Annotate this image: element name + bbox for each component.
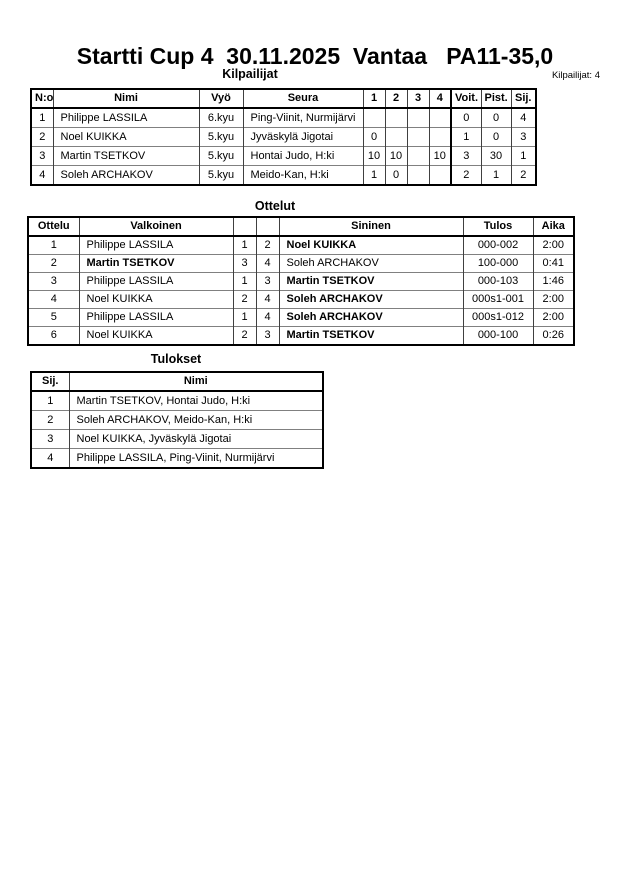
blue-player-number: 2 bbox=[256, 236, 279, 255]
competitor-place: 3 bbox=[511, 128, 536, 147]
result-place: 2 bbox=[31, 411, 69, 430]
competitor-place: 2 bbox=[511, 166, 536, 186]
competitor-place: 1 bbox=[511, 147, 536, 166]
col-header-round-2: 2 bbox=[385, 89, 407, 108]
match-row bbox=[28, 327, 574, 346]
round-score-3 bbox=[407, 147, 429, 166]
white-player-name: Noel KUIKKA bbox=[79, 327, 233, 346]
round-score-4 bbox=[429, 128, 451, 147]
round-score-2: 0 bbox=[385, 166, 407, 186]
blue-player-number: 4 bbox=[256, 309, 279, 327]
col-header-place: Sij. bbox=[31, 372, 69, 391]
competitor-row bbox=[31, 128, 536, 147]
col-header-points: Pist. bbox=[481, 89, 511, 108]
col-header-result: Tulos bbox=[463, 217, 533, 236]
competitor-points: 0 bbox=[481, 108, 511, 128]
blue-player-number: 3 bbox=[256, 273, 279, 291]
competitor-row bbox=[31, 108, 536, 128]
competitor-name: Martin TSETKOV bbox=[53, 147, 199, 166]
blue-player-number: 4 bbox=[256, 291, 279, 309]
col-header-blue-no bbox=[256, 217, 279, 236]
blue-player-number: 4 bbox=[256, 255, 279, 273]
col-header-belt: Vyö bbox=[199, 89, 243, 108]
match-result: 000-002 bbox=[463, 236, 533, 255]
competitor-belt: 6.kyu bbox=[199, 108, 243, 128]
result-place: 3 bbox=[31, 430, 69, 449]
round-score-2 bbox=[385, 128, 407, 147]
result-place: 1 bbox=[31, 391, 69, 411]
col-header-name: Nimi bbox=[53, 89, 199, 108]
round-score-1 bbox=[363, 108, 385, 128]
competitors-table bbox=[30, 88, 537, 186]
match-row bbox=[28, 309, 574, 327]
match-time: 2:00 bbox=[533, 309, 574, 327]
white-player-name: Martin TSETKOV bbox=[79, 255, 233, 273]
competitor-name: Noel KUIKKA bbox=[53, 128, 199, 147]
match-row bbox=[28, 236, 574, 255]
result-row bbox=[31, 449, 323, 469]
round-score-2: 10 bbox=[385, 147, 407, 166]
competitor-wins: 2 bbox=[451, 166, 481, 186]
result-row bbox=[31, 411, 323, 430]
results-heading: Tulokset bbox=[150, 352, 202, 366]
match-row bbox=[28, 273, 574, 291]
blue-player-name: Martin TSETKOV bbox=[279, 273, 463, 291]
competitor-place: 4 bbox=[511, 108, 536, 128]
competitor-name: Soleh ARCHAKOV bbox=[53, 166, 199, 186]
matches-table bbox=[27, 216, 575, 346]
white-player-number: 1 bbox=[233, 273, 256, 291]
match-time: 0:41 bbox=[533, 255, 574, 273]
match-number: 5 bbox=[28, 309, 79, 327]
blue-player-name: Noel KUIKKA bbox=[279, 236, 463, 255]
col-header-white-no bbox=[233, 217, 256, 236]
matches-header-row bbox=[28, 217, 574, 236]
match-time: 1:46 bbox=[533, 273, 574, 291]
match-result: 000-100 bbox=[463, 327, 533, 346]
match-result: 000-103 bbox=[463, 273, 533, 291]
match-number: 2 bbox=[28, 255, 79, 273]
match-number: 1 bbox=[28, 236, 79, 255]
col-header-round-3: 3 bbox=[407, 89, 429, 108]
competitors-heading: Kilpailijat bbox=[222, 67, 278, 81]
match-number: 3 bbox=[28, 273, 79, 291]
match-number: 4 bbox=[28, 291, 79, 309]
competitor-number: 2 bbox=[31, 128, 53, 147]
competitor-wins: 3 bbox=[451, 147, 481, 166]
competitor-wins: 0 bbox=[451, 108, 481, 128]
col-header-round-1: 1 bbox=[363, 89, 385, 108]
round-score-2 bbox=[385, 108, 407, 128]
competitor-wins: 1 bbox=[451, 128, 481, 147]
white-player-number: 2 bbox=[233, 291, 256, 309]
results-header-row bbox=[31, 372, 323, 391]
round-score-3 bbox=[407, 108, 429, 128]
competitor-name: Philippe LASSILA bbox=[53, 108, 199, 128]
col-header-no: N:o bbox=[31, 89, 53, 108]
white-player-name: Philippe LASSILA bbox=[79, 309, 233, 327]
round-score-1: 0 bbox=[363, 128, 385, 147]
col-header-wins: Voit. bbox=[451, 89, 481, 108]
competitor-club: Ping-Viinit, Nurmijärvi bbox=[243, 108, 363, 128]
result-name: Philippe LASSILA, Ping-Viinit, Nurmijärvi bbox=[69, 449, 323, 469]
match-time: 0:26 bbox=[533, 327, 574, 346]
white-player-number: 3 bbox=[233, 255, 256, 273]
competitor-points: 1 bbox=[481, 166, 511, 186]
round-score-1: 10 bbox=[363, 147, 385, 166]
match-number: 6 bbox=[28, 327, 79, 346]
round-score-1: 1 bbox=[363, 166, 385, 186]
competitor-points: 30 bbox=[481, 147, 511, 166]
result-name: Martin TSETKOV, Hontai Judo, H:ki bbox=[69, 391, 323, 411]
competitor-club: Meido-Kan, H:ki bbox=[243, 166, 363, 186]
round-score-3 bbox=[407, 128, 429, 147]
col-header-blue: Sininen bbox=[279, 217, 463, 236]
blue-player-name: Soleh ARCHAKOV bbox=[279, 255, 463, 273]
competitor-count-label: Kilpailijat: 4 bbox=[551, 70, 600, 81]
competitor-number: 3 bbox=[31, 147, 53, 166]
result-name: Soleh ARCHAKOV, Meido-Kan, H:ki bbox=[69, 411, 323, 430]
competitors-header-row bbox=[31, 89, 536, 108]
col-header-time: Aika bbox=[533, 217, 574, 236]
competitor-row bbox=[31, 166, 536, 186]
col-header-place: Sij. bbox=[511, 89, 536, 108]
result-name: Noel KUIKKA, Jyväskylä Jigotai bbox=[69, 430, 323, 449]
competitor-belt: 5.kyu bbox=[199, 128, 243, 147]
col-header-club: Seura bbox=[243, 89, 363, 108]
blue-player-name: Martin TSETKOV bbox=[279, 327, 463, 346]
blue-player-number: 3 bbox=[256, 327, 279, 346]
white-player-name: Noel KUIKKA bbox=[79, 291, 233, 309]
round-score-4 bbox=[429, 108, 451, 128]
round-score-4 bbox=[429, 166, 451, 186]
match-result: 000s1-001 bbox=[463, 291, 533, 309]
white-player-number: 1 bbox=[233, 236, 256, 255]
round-score-4: 10 bbox=[429, 147, 451, 166]
results-table bbox=[30, 371, 324, 469]
blue-player-name: Soleh ARCHAKOV bbox=[279, 309, 463, 327]
result-place: 4 bbox=[31, 449, 69, 469]
match-row bbox=[28, 255, 574, 273]
competitor-number: 1 bbox=[31, 108, 53, 128]
competitor-club: Hontai Judo, H:ki bbox=[243, 147, 363, 166]
col-header-name: Nimi bbox=[69, 372, 323, 391]
result-row bbox=[31, 430, 323, 449]
white-player-name: Philippe LASSILA bbox=[79, 236, 233, 255]
match-result: 000s1-012 bbox=[463, 309, 533, 327]
page-title: Startti Cup 4 30.11.2025 Vantaa PA11-35,0 bbox=[76, 43, 554, 69]
match-row bbox=[28, 291, 574, 309]
match-time: 2:00 bbox=[533, 236, 574, 255]
competitor-points: 0 bbox=[481, 128, 511, 147]
matches-heading: Ottelut bbox=[254, 199, 296, 213]
result-row bbox=[31, 391, 323, 411]
white-player-number: 1 bbox=[233, 309, 256, 327]
round-score-3 bbox=[407, 166, 429, 186]
competitor-belt: 5.kyu bbox=[199, 147, 243, 166]
col-header-match: Ottelu bbox=[28, 217, 79, 236]
col-header-white: Valkoinen bbox=[79, 217, 233, 236]
white-player-name: Philippe LASSILA bbox=[79, 273, 233, 291]
competitor-belt: 5.kyu bbox=[199, 166, 243, 186]
match-time: 2:00 bbox=[533, 291, 574, 309]
competitor-row bbox=[31, 147, 536, 166]
blue-player-name: Soleh ARCHAKOV bbox=[279, 291, 463, 309]
competitor-club: Jyväskylä Jigotai bbox=[243, 128, 363, 147]
match-result: 100-000 bbox=[463, 255, 533, 273]
white-player-number: 2 bbox=[233, 327, 256, 346]
col-header-round-4: 4 bbox=[429, 89, 451, 108]
competitor-number: 4 bbox=[31, 166, 53, 186]
